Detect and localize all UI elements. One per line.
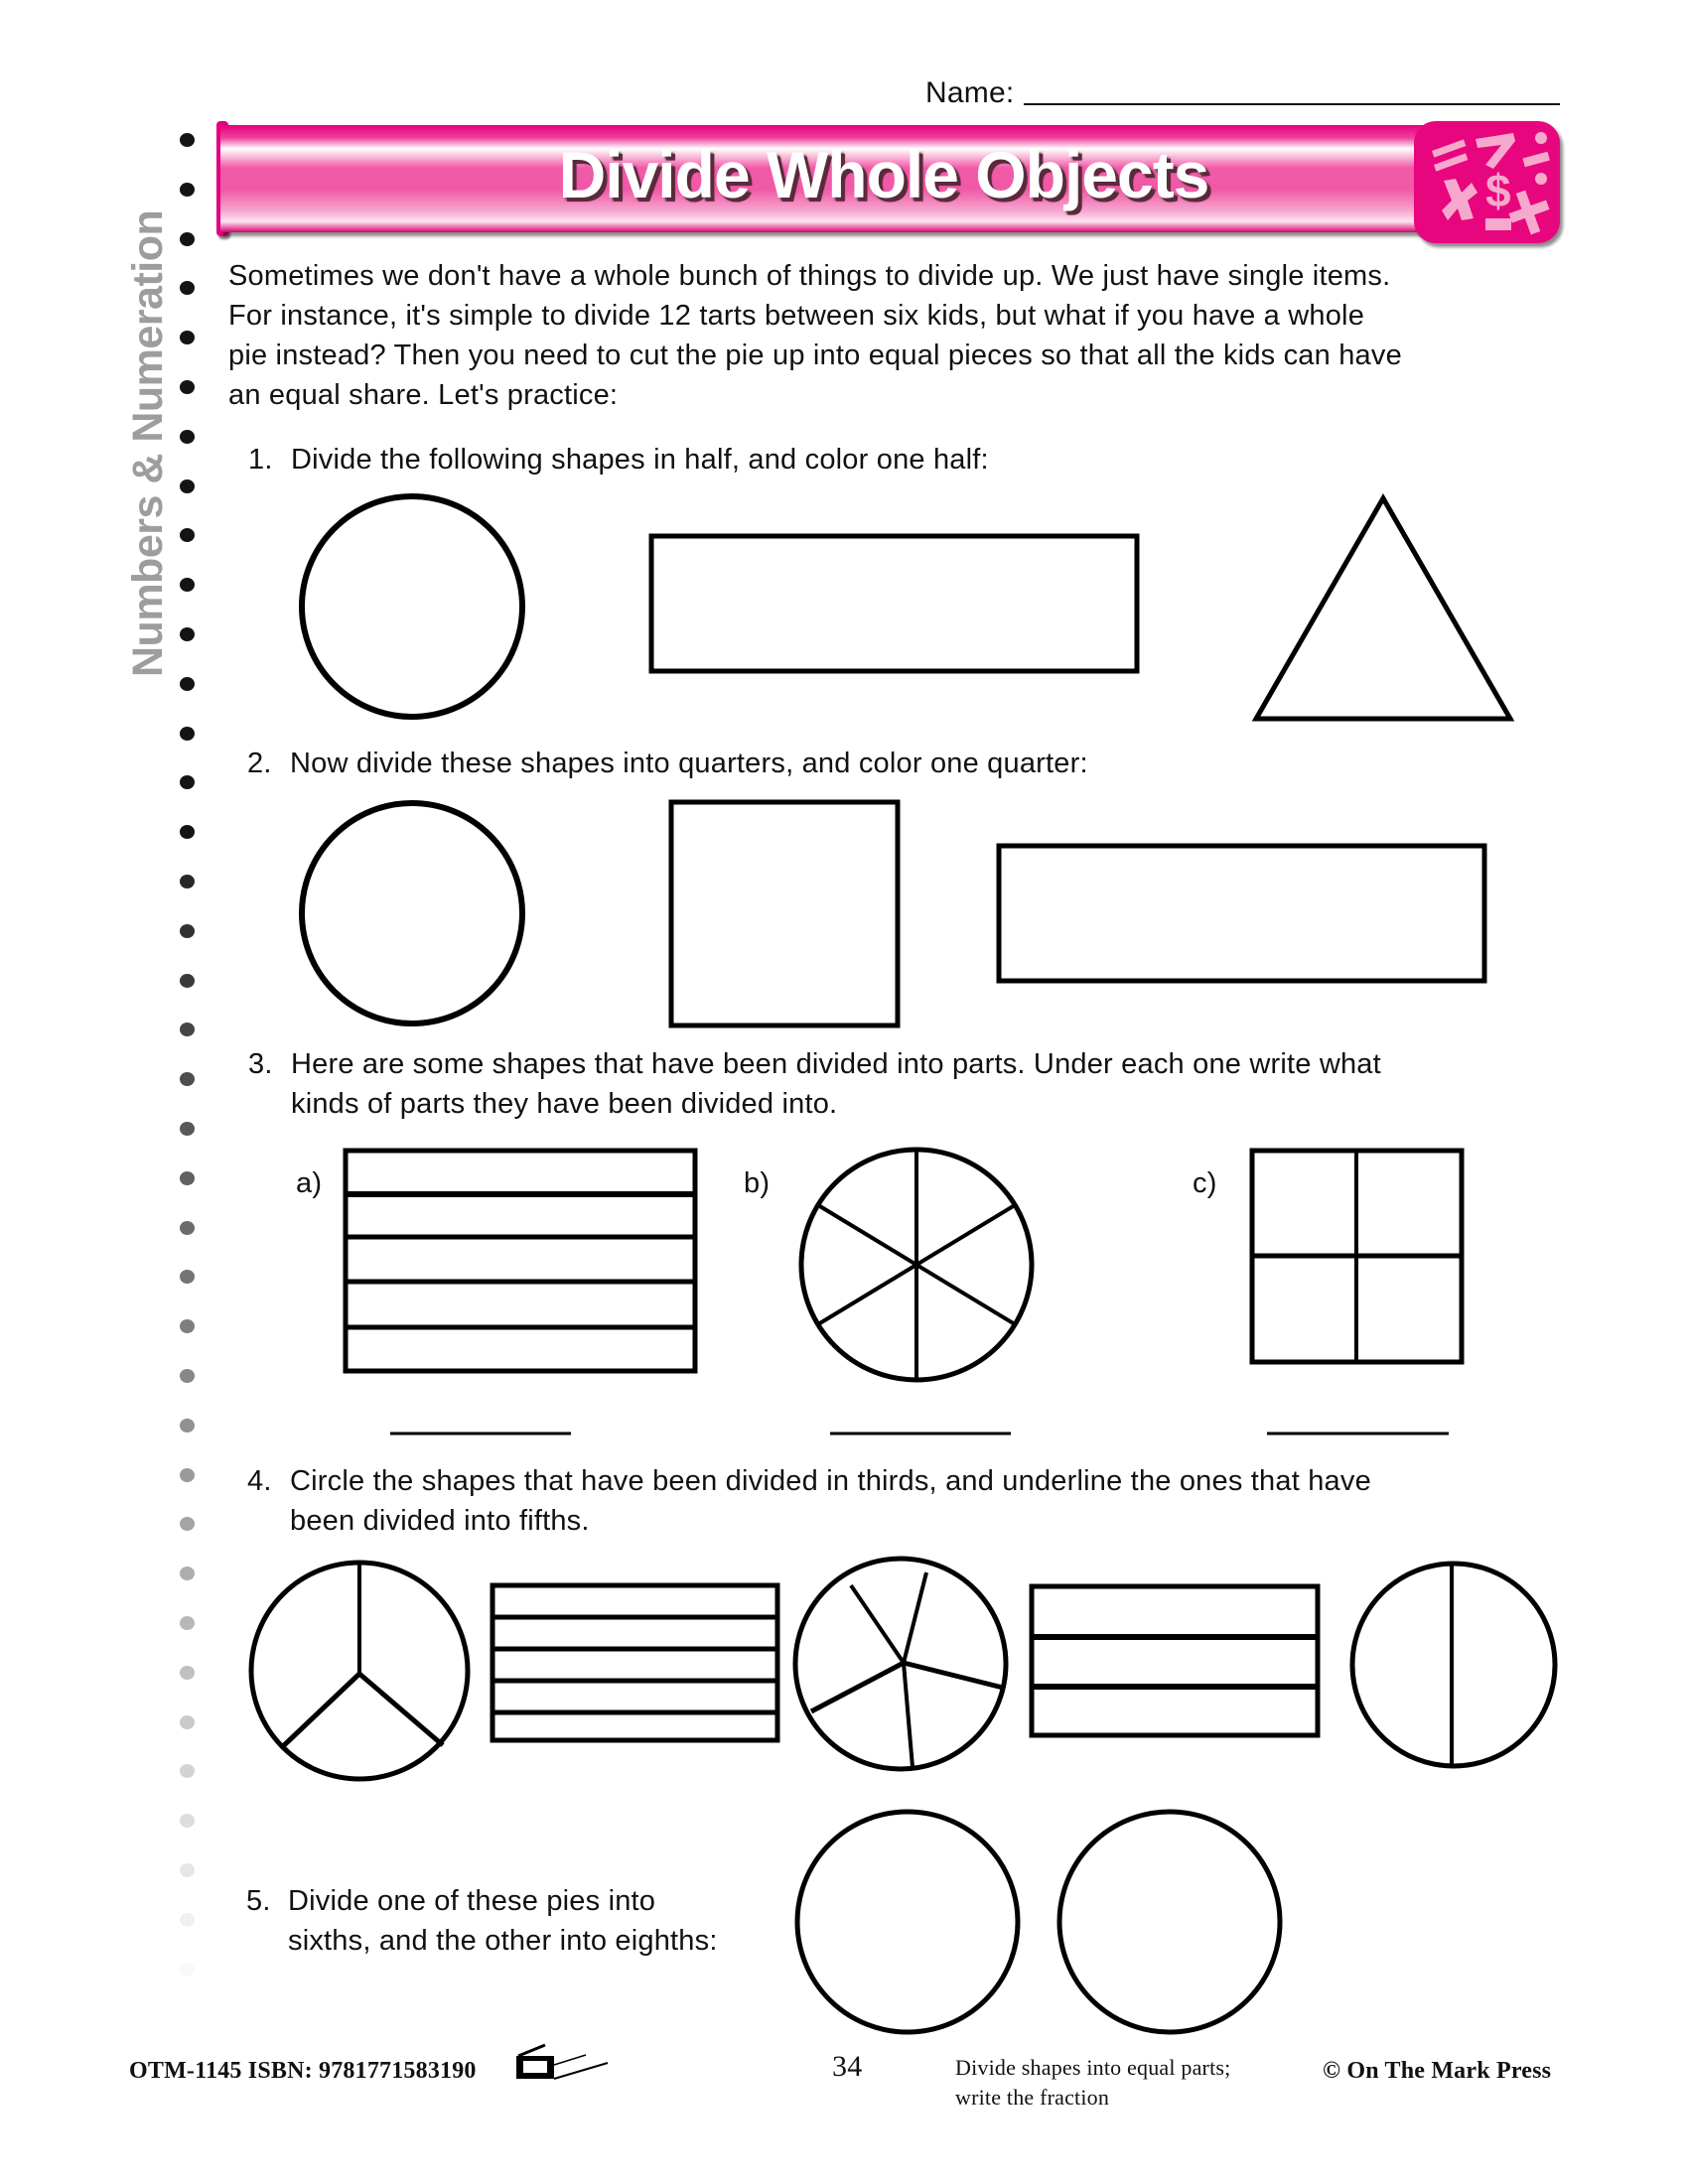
section-side-label: Numbers & Numeration bbox=[124, 209, 172, 677]
footer-description-line: write the fraction bbox=[955, 2085, 1110, 2110]
page-number: 34 bbox=[832, 2050, 863, 2083]
q4-rectangle-thirds[interactable] bbox=[1032, 1586, 1318, 1735]
part-a-label: a) bbox=[296, 1167, 323, 1199]
question-1-text: Divide the following shapes in half, and color one half: bbox=[291, 444, 989, 476]
q1-circle[interactable] bbox=[302, 496, 522, 717]
q4-circle-thirds[interactable] bbox=[251, 1563, 468, 1779]
q3-a-rectangle-fifths bbox=[346, 1151, 695, 1371]
q4-circle-halves[interactable] bbox=[1352, 1564, 1555, 1766]
question-3-text: Here are some shapes that have been divided into parts. Under each one write what bbox=[291, 1048, 1381, 1080]
svg-text:$: $ bbox=[1485, 165, 1511, 216]
q4-circle-fifths[interactable] bbox=[795, 1559, 1006, 1769]
question-5-text: Divide one of these pies into bbox=[288, 1885, 656, 1917]
question-4-text: been divided into fifths. bbox=[290, 1505, 590, 1537]
footer-product-code: OTM-1145 ISBN: 9781771583190 bbox=[129, 2058, 477, 2084]
q2-rectangle[interactable] bbox=[999, 846, 1484, 981]
question-5-number: 5. bbox=[246, 1885, 271, 1917]
q5-pie-2[interactable] bbox=[1059, 1812, 1280, 2032]
intro-line: an equal share. Let's practice: bbox=[228, 379, 619, 411]
question-1-number: 1. bbox=[248, 444, 273, 476]
intro-line: Sometimes we don't have a whole bunch of things to divide up. We just have single items. bbox=[228, 260, 1391, 292]
q4-rectangle-fifths[interactable] bbox=[492, 1585, 777, 1740]
q5-pie-1[interactable] bbox=[797, 1812, 1018, 2032]
footer-description-line: Divide shapes into equal parts; bbox=[955, 2055, 1231, 2080]
question-5-text: sixths, and the other into eighths: bbox=[288, 1925, 718, 1957]
question-3-text: kinds of parts they have been divided into. bbox=[291, 1088, 838, 1120]
q1-triangle[interactable] bbox=[1256, 498, 1510, 719]
question-4-text: Circle the shapes that have been divided in thirds, and underline the ones that have bbox=[290, 1465, 1371, 1497]
q2-circle[interactable] bbox=[302, 803, 522, 1024]
photocopier-icon bbox=[516, 2045, 608, 2079]
intro-line: For instance, it's simple to divide 12 tarts between six kids, but what if you have a whole bbox=[228, 300, 1365, 332]
part-b-label: b) bbox=[744, 1167, 771, 1199]
q2-square[interactable] bbox=[671, 802, 898, 1025]
copyright: © On The Mark Press bbox=[1323, 2058, 1552, 2084]
q3-b-circle-sixths bbox=[801, 1150, 1032, 1380]
question-4-number: 4. bbox=[247, 1465, 272, 1497]
question-3-number: 3. bbox=[248, 1048, 273, 1080]
footer-description bbox=[955, 2053, 1283, 2113]
part-c-label: c) bbox=[1193, 1167, 1217, 1199]
q3-c-square-quarters bbox=[1252, 1151, 1462, 1362]
q1-rectangle[interactable] bbox=[651, 536, 1137, 671]
name-label: Name: bbox=[925, 76, 1015, 109]
question-2-text: Now divide these shapes into quarters, and color one quarter: bbox=[290, 748, 1088, 779]
intro-line: pie instead? Then you need to cut the pie up into equal pieces so that all the kids can have bbox=[228, 340, 1402, 371]
page-title: Divide Whole Objects bbox=[558, 138, 1209, 211]
question-2-number: 2. bbox=[247, 748, 272, 779]
